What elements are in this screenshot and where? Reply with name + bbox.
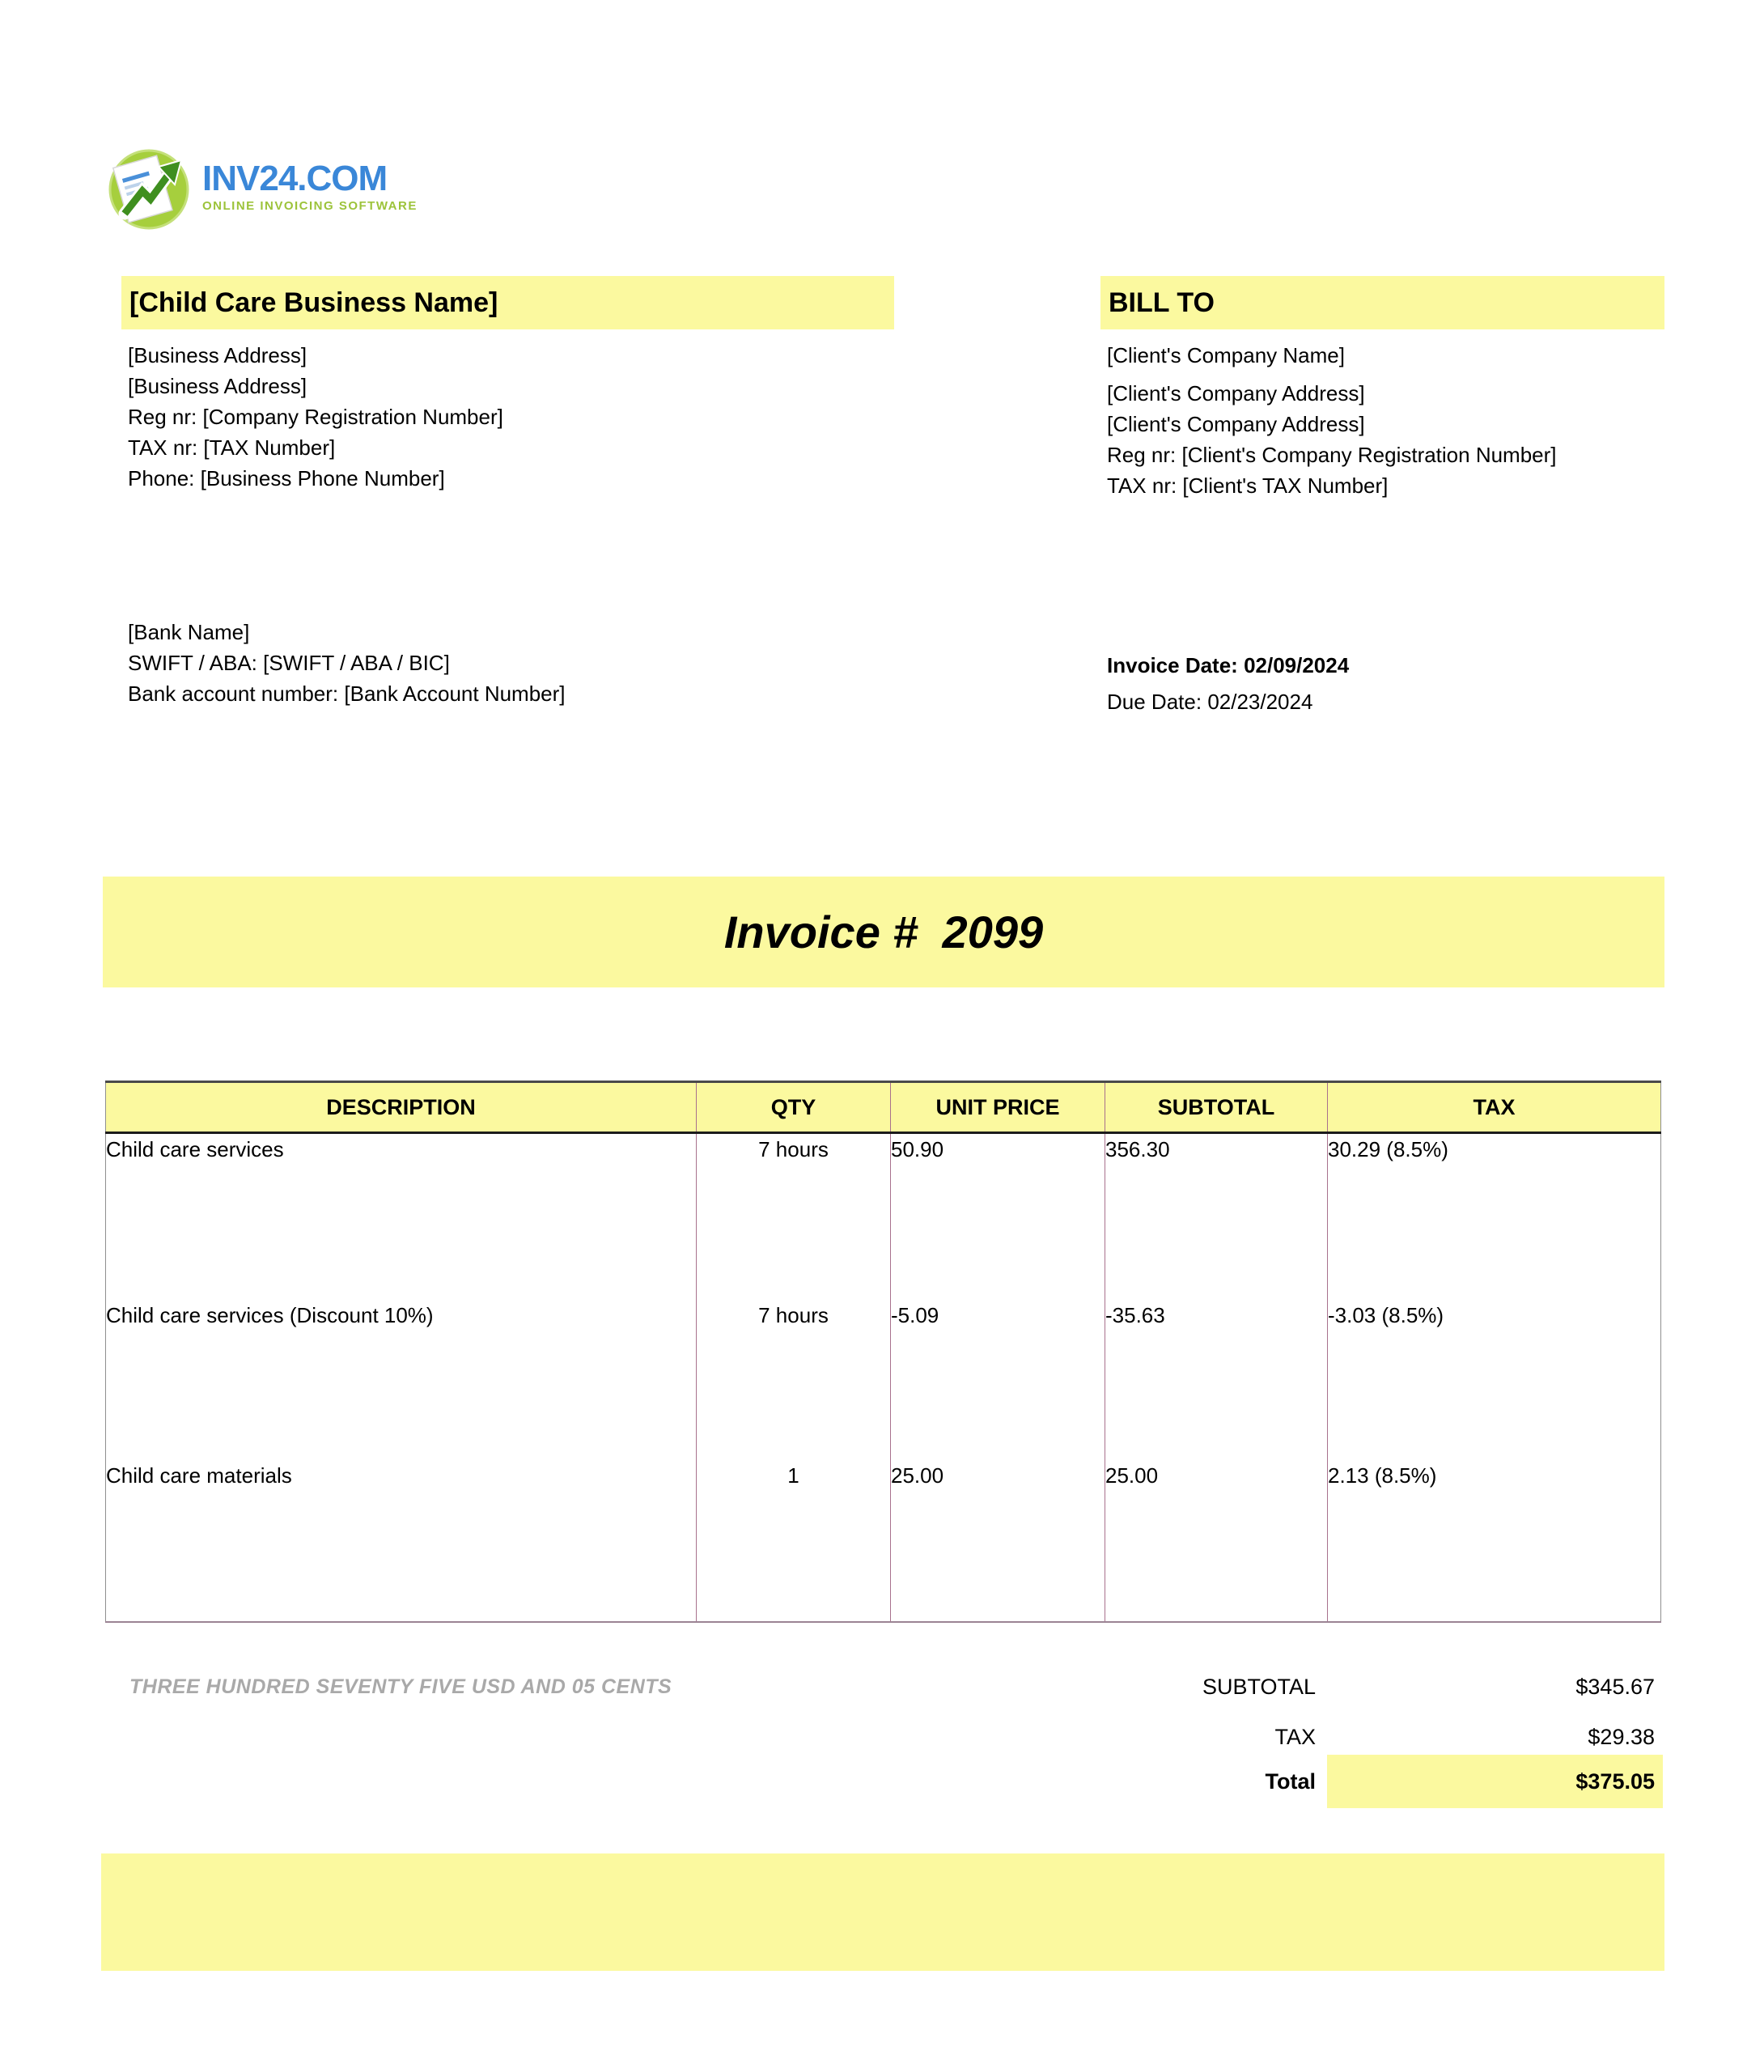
total-value: $375.05 [1327, 1755, 1663, 1808]
seller-address-line: [Business Address] [128, 343, 307, 367]
cell-subtotal: 356.30 [1105, 1133, 1328, 1300]
table-filler-row [106, 1621, 1661, 1622]
cell-tax: 2.13 (8.5%) [1328, 1460, 1661, 1621]
bank-name: [Bank Name] [128, 620, 250, 644]
client-tax-number: TAX nr: [Client's TAX Number] [1107, 473, 1389, 498]
cell-tax: 30.29 (8.5%) [1328, 1133, 1661, 1300]
invoice-date: Invoice Date: 02/09/2024 [1107, 653, 1350, 677]
col-header-description: DESCRIPTION [106, 1082, 697, 1133]
cell-qty: 7 hours [697, 1300, 891, 1461]
client-address-line: [Client's Company Address] [1107, 381, 1365, 405]
bank-swift: SWIFT / ABA: [SWIFT / ABA / BIC] [128, 651, 450, 675]
table-row [106, 1300, 1661, 1461]
bank-details-block [128, 617, 566, 709]
inv24-logo [104, 139, 418, 230]
brand-text [202, 161, 418, 214]
total-label: Total [1265, 1768, 1316, 1794]
table-row [106, 1133, 1661, 1300]
client-address-block [1107, 340, 1557, 501]
seller-tax-number: TAX nr: [TAX Number] [128, 435, 336, 460]
inv24-logo-icon [104, 139, 194, 230]
invoice-number-banner [103, 877, 1664, 987]
cell-unit-price: 50.90 [891, 1133, 1105, 1300]
brand-name: INV24.COM [202, 159, 388, 198]
due-date: Due Date: 02/23/2024 [1107, 690, 1313, 714]
cell-qty: 7 hours [697, 1133, 891, 1300]
col-header-qty: QTY [697, 1082, 891, 1133]
table-row [106, 1460, 1661, 1621]
cell-description: Child care services [106, 1137, 284, 1161]
client-reg-number: Reg nr: [Client's Company Registration Number] [1107, 443, 1557, 467]
invoice-number: 2099 [942, 906, 1044, 957]
cell-qty: 1 [697, 1460, 891, 1621]
table-header-row [106, 1082, 1661, 1133]
footer-notes-highlight [101, 1853, 1664, 1971]
tax-row [101, 1719, 1663, 1755]
tax-label: TAX [1274, 1724, 1316, 1749]
tax-value: $29.38 [1588, 1724, 1655, 1749]
cell-description: Child care services (Discount 10%) [106, 1302, 434, 1327]
subtotal-value: $345.67 [1575, 1674, 1655, 1699]
seller-address-block [128, 340, 503, 494]
seller-phone: Phone: [Business Phone Number] [128, 466, 445, 490]
cell-tax: -3.03 (8.5%) [1328, 1300, 1661, 1461]
client-address-line: [Client's Company Address] [1107, 412, 1365, 436]
amount-in-words: THREE HUNDRED SEVENTY FIVE USD AND 05 CENTS [129, 1675, 672, 1698]
col-header-unit-price: UNIT PRICE [891, 1082, 1105, 1133]
invoice-table-body [106, 1133, 1661, 1622]
invoice-dates-block [1107, 648, 1349, 720]
invoice-title: Invoice # [723, 906, 918, 957]
total-row [101, 1755, 1663, 1808]
subtotal-row [101, 1669, 1663, 1705]
subtotal-label: SUBTOTAL [1202, 1674, 1316, 1699]
bill-to-heading: BILL TO [1100, 276, 1664, 329]
cell-subtotal: -35.63 [1105, 1300, 1328, 1461]
cell-unit-price: 25.00 [891, 1460, 1105, 1621]
line-items-table [105, 1081, 1661, 1623]
seller-name-bar: [Child Care Business Name] [121, 276, 894, 329]
seller-address-line: [Business Address] [128, 374, 307, 398]
cell-unit-price: -5.09 [891, 1300, 1105, 1461]
client-company-name: [Client's Company Name] [1107, 343, 1345, 367]
cell-subtotal: 25.00 [1105, 1460, 1328, 1621]
col-header-tax: TAX [1328, 1082, 1661, 1133]
brand-tagline: ONLINE INVOICING SOFTWARE [202, 199, 418, 213]
seller-reg-number: Reg nr: [Company Registration Number] [128, 405, 503, 429]
cell-description: Child care materials [106, 1463, 292, 1488]
bank-account-number: Bank account number: [Bank Account Number] [128, 681, 566, 706]
col-header-subtotal: SUBTOTAL [1105, 1082, 1328, 1133]
